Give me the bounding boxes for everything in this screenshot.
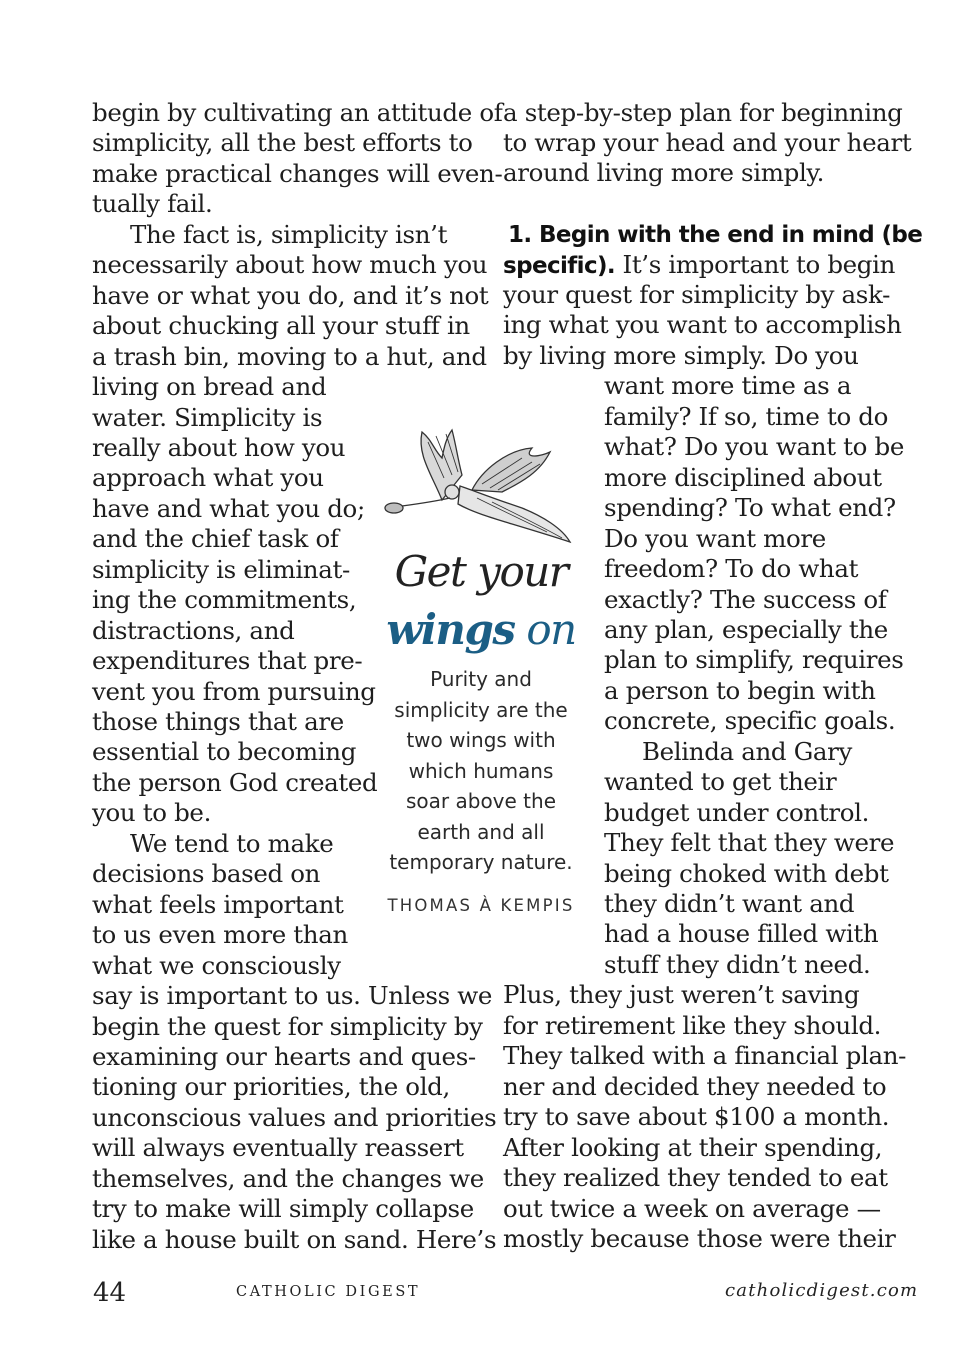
article-line: out twice a week on average — [503,1193,881,1223]
article-line: have or what you do, and it’s not [92,280,489,310]
sidebar-title-bold-word: wings [386,605,515,654]
article-line: and the chief task of [92,524,339,554]
article-line: to us even more than [92,920,348,950]
article-line: tually fail. [92,189,213,219]
article-line: your quest for simplicity by ask- [503,280,891,309]
step-heading-line [503,250,895,281]
article-line: exactly? The success of [604,584,887,614]
article-line: budget under control. [604,797,870,827]
article-line: say is important to us. Unless we [92,981,493,1011]
sidebar-title-accent [372,605,590,654]
article-line: Belinda and Gary [642,736,853,766]
article-line: They talked with a financial plan- [503,1041,907,1071]
article-line: unconscious values and priorities [92,1102,497,1132]
article-line: to wrap your head and your heart [503,128,912,157]
article-line: decisions based on [92,859,321,889]
article-line: any plan, especially the [604,614,888,644]
step-heading-end: specific). [503,253,616,279]
article-line: They felt that they were [604,828,895,858]
article-line: around living more simply. [503,158,825,187]
article-line: begin the quest for simplicity by [92,1011,483,1041]
article-line: what feels important [92,889,344,919]
article-line: you to be. [92,798,212,828]
angel-illustration-icon [372,420,590,555]
quote-line: which humans [408,758,554,783]
article-line: tioning our priorities, the old, [92,1072,450,1102]
article-line: themselves, and the changes we [92,1163,484,1193]
article-line: want more time as a [604,371,852,401]
step-heading: 1. Begin with the end in mind (be [508,222,923,248]
article-line: vent you from pursuing [92,676,376,706]
article-line: family? If so, time to do [604,401,889,431]
article-line: begin by cultivating an attitude of [92,98,503,127]
article-line: ner and decided they needed to [503,1071,887,1101]
article-line: Plus, they just weren’t saving [503,980,860,1010]
article-line: being choked with debt [604,858,889,888]
quote-line: Purity and [430,667,532,691]
article-line: about chucking all your stuff in [92,311,470,341]
article-line: more disciplined about [604,462,882,492]
article-line: freedom? To do what [604,554,859,584]
magazine-name: CATHOLIC DIGEST [236,1284,421,1300]
article-line: spending? To what end? [604,493,896,523]
article-line: make practical changes will even- [92,158,503,188]
article-line: what? Do you want to be [604,432,904,462]
sidebar-title: Get your [394,547,568,596]
article-line: wanted to get their [604,767,837,797]
article-line: stuff they didn’t need. [604,949,871,979]
step-text: It’s important to begin [615,250,896,279]
article-line: had a house filled with [604,919,879,949]
article-line: Do you want more [604,523,826,553]
article-line: examining our hearts and ques- [92,1041,476,1071]
article-line: water. Simplicity is [92,402,323,432]
article-line: a step-by-step plan for beginning [503,98,903,127]
article-line: by living more simply. Do you [503,340,859,370]
sidebar-title-end: on [514,605,576,654]
article-line: mostly because those were their [503,1223,896,1253]
article-line: they didn’t want and [604,889,855,918]
article-line: a trash bin, moving to a hut, and [92,341,487,371]
quote-line: temporary nature. [389,850,573,874]
article-line: After looking at their spending, [503,1132,883,1162]
article-line: those things that are [92,707,344,736]
article-line: have and what you do; [92,493,365,523]
article-line: distractions, and [92,615,295,645]
article-line: approach what you [92,463,324,493]
page-number: 44 [93,1278,127,1308]
quote-line: earth and all [417,819,545,844]
article-line: plan to simplify, requires [604,645,904,675]
article-line: concrete, specific goals. [604,706,896,736]
article-line: they realized they tended to eat [503,1163,888,1193]
article-line: simplicity, all the best efforts to [92,128,473,158]
article-line: The fact is, simplicity isn’t [130,219,448,249]
article-line: simplicity is eliminat- [92,554,350,584]
website-url: catholicdigest.com [725,1280,919,1301]
quote-line: two wings with [406,728,556,752]
article-line: really about how you [92,432,346,462]
article-line: necessarily about how much you [92,250,488,280]
quote-line: simplicity are the [394,697,568,722]
article-line: the person God created [92,767,378,797]
article-line: like a house built on sand. Here’s [92,1224,497,1254]
article-line: what we consciously [92,950,341,980]
article-line: a person to begin with [604,675,876,705]
quote-author: THOMAS À KEMPIS [387,896,575,915]
article-line: ing what you want to accomplish [503,310,902,340]
article-line: will always eventually reassert [92,1133,464,1163]
quote-line: soar above the [406,789,556,813]
article-line: We tend to make [130,828,334,858]
article-line: for retirement like they should. [503,1010,882,1040]
article-line: try to save about $100 a month. [503,1102,890,1132]
article-line: ing the commitments, [92,585,357,615]
article-line: essential to becoming [92,737,357,767]
article-line: living on bread and [92,372,327,402]
article-line: try to make will simply collapse [92,1194,474,1224]
article-line: expenditures that pre- [92,646,363,676]
